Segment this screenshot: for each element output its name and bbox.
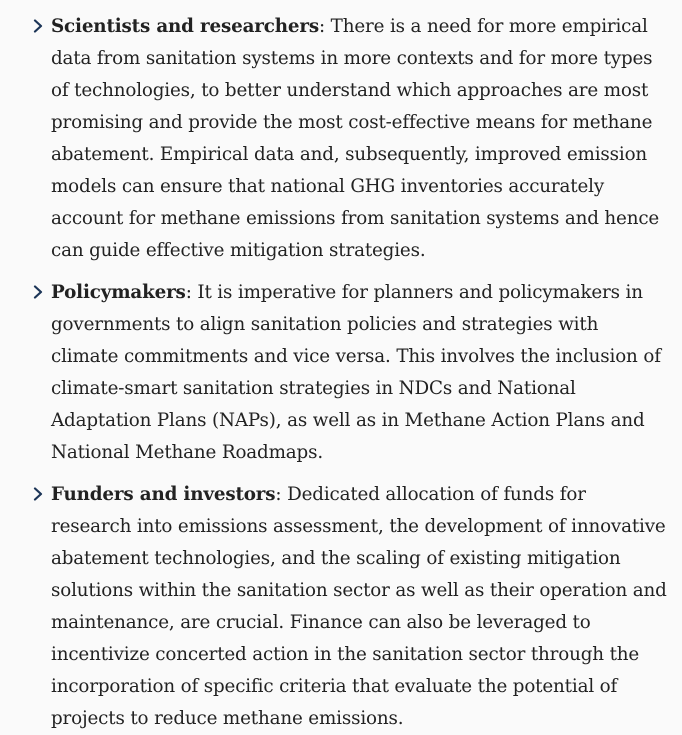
list-item-scientists (0, 11, 668, 267)
item-text: : It is imperative for planners and policymakers in governments to align sanitation policies and strategies with climate commitments and vice versa. This involves the inclusion of climate-smart sanitation strategies in NDCs and National Adaptation Plans (NAPs), as well as in Methane Action Plans and National Methane Roadmaps. (51, 282, 661, 463)
item-term: Scientists and researchers (51, 16, 320, 37)
chevron-right-icon (33, 19, 43, 33)
item-term: Policymakers (51, 282, 186, 303)
chevron-right-icon (33, 285, 43, 299)
list-item-funders (0, 479, 668, 735)
chevron-right-icon (33, 487, 43, 501)
item-text: : There is a need for more empirical data from sanitation systems in more contexts and for more types of technologies, to better understand which approaches are most promising and provide the most cost-effective means for methane abatement. Empirical data and, subsequently, improved emission models can ensure that national GHG inventories accurately account for methane emissions from sanitation systems and hence can guide effective mitigation strategies. (51, 16, 660, 261)
list-item-policymakers (0, 277, 668, 469)
item-term: Funders and investors (51, 484, 276, 505)
item-text: : Dedicated allocation of funds for research into emissions assessment, the development of innovative abatement technologies, and the scaling of existing mitigation solutions within the sanitation sector as well as their operation and maintenance, are crucial. Finance can also be leveraged to incentivize concerted action in the sanitation sector through the incorporation of specific criteria that evaluate the potential of projects to reduce methane emissions. (51, 484, 667, 729)
